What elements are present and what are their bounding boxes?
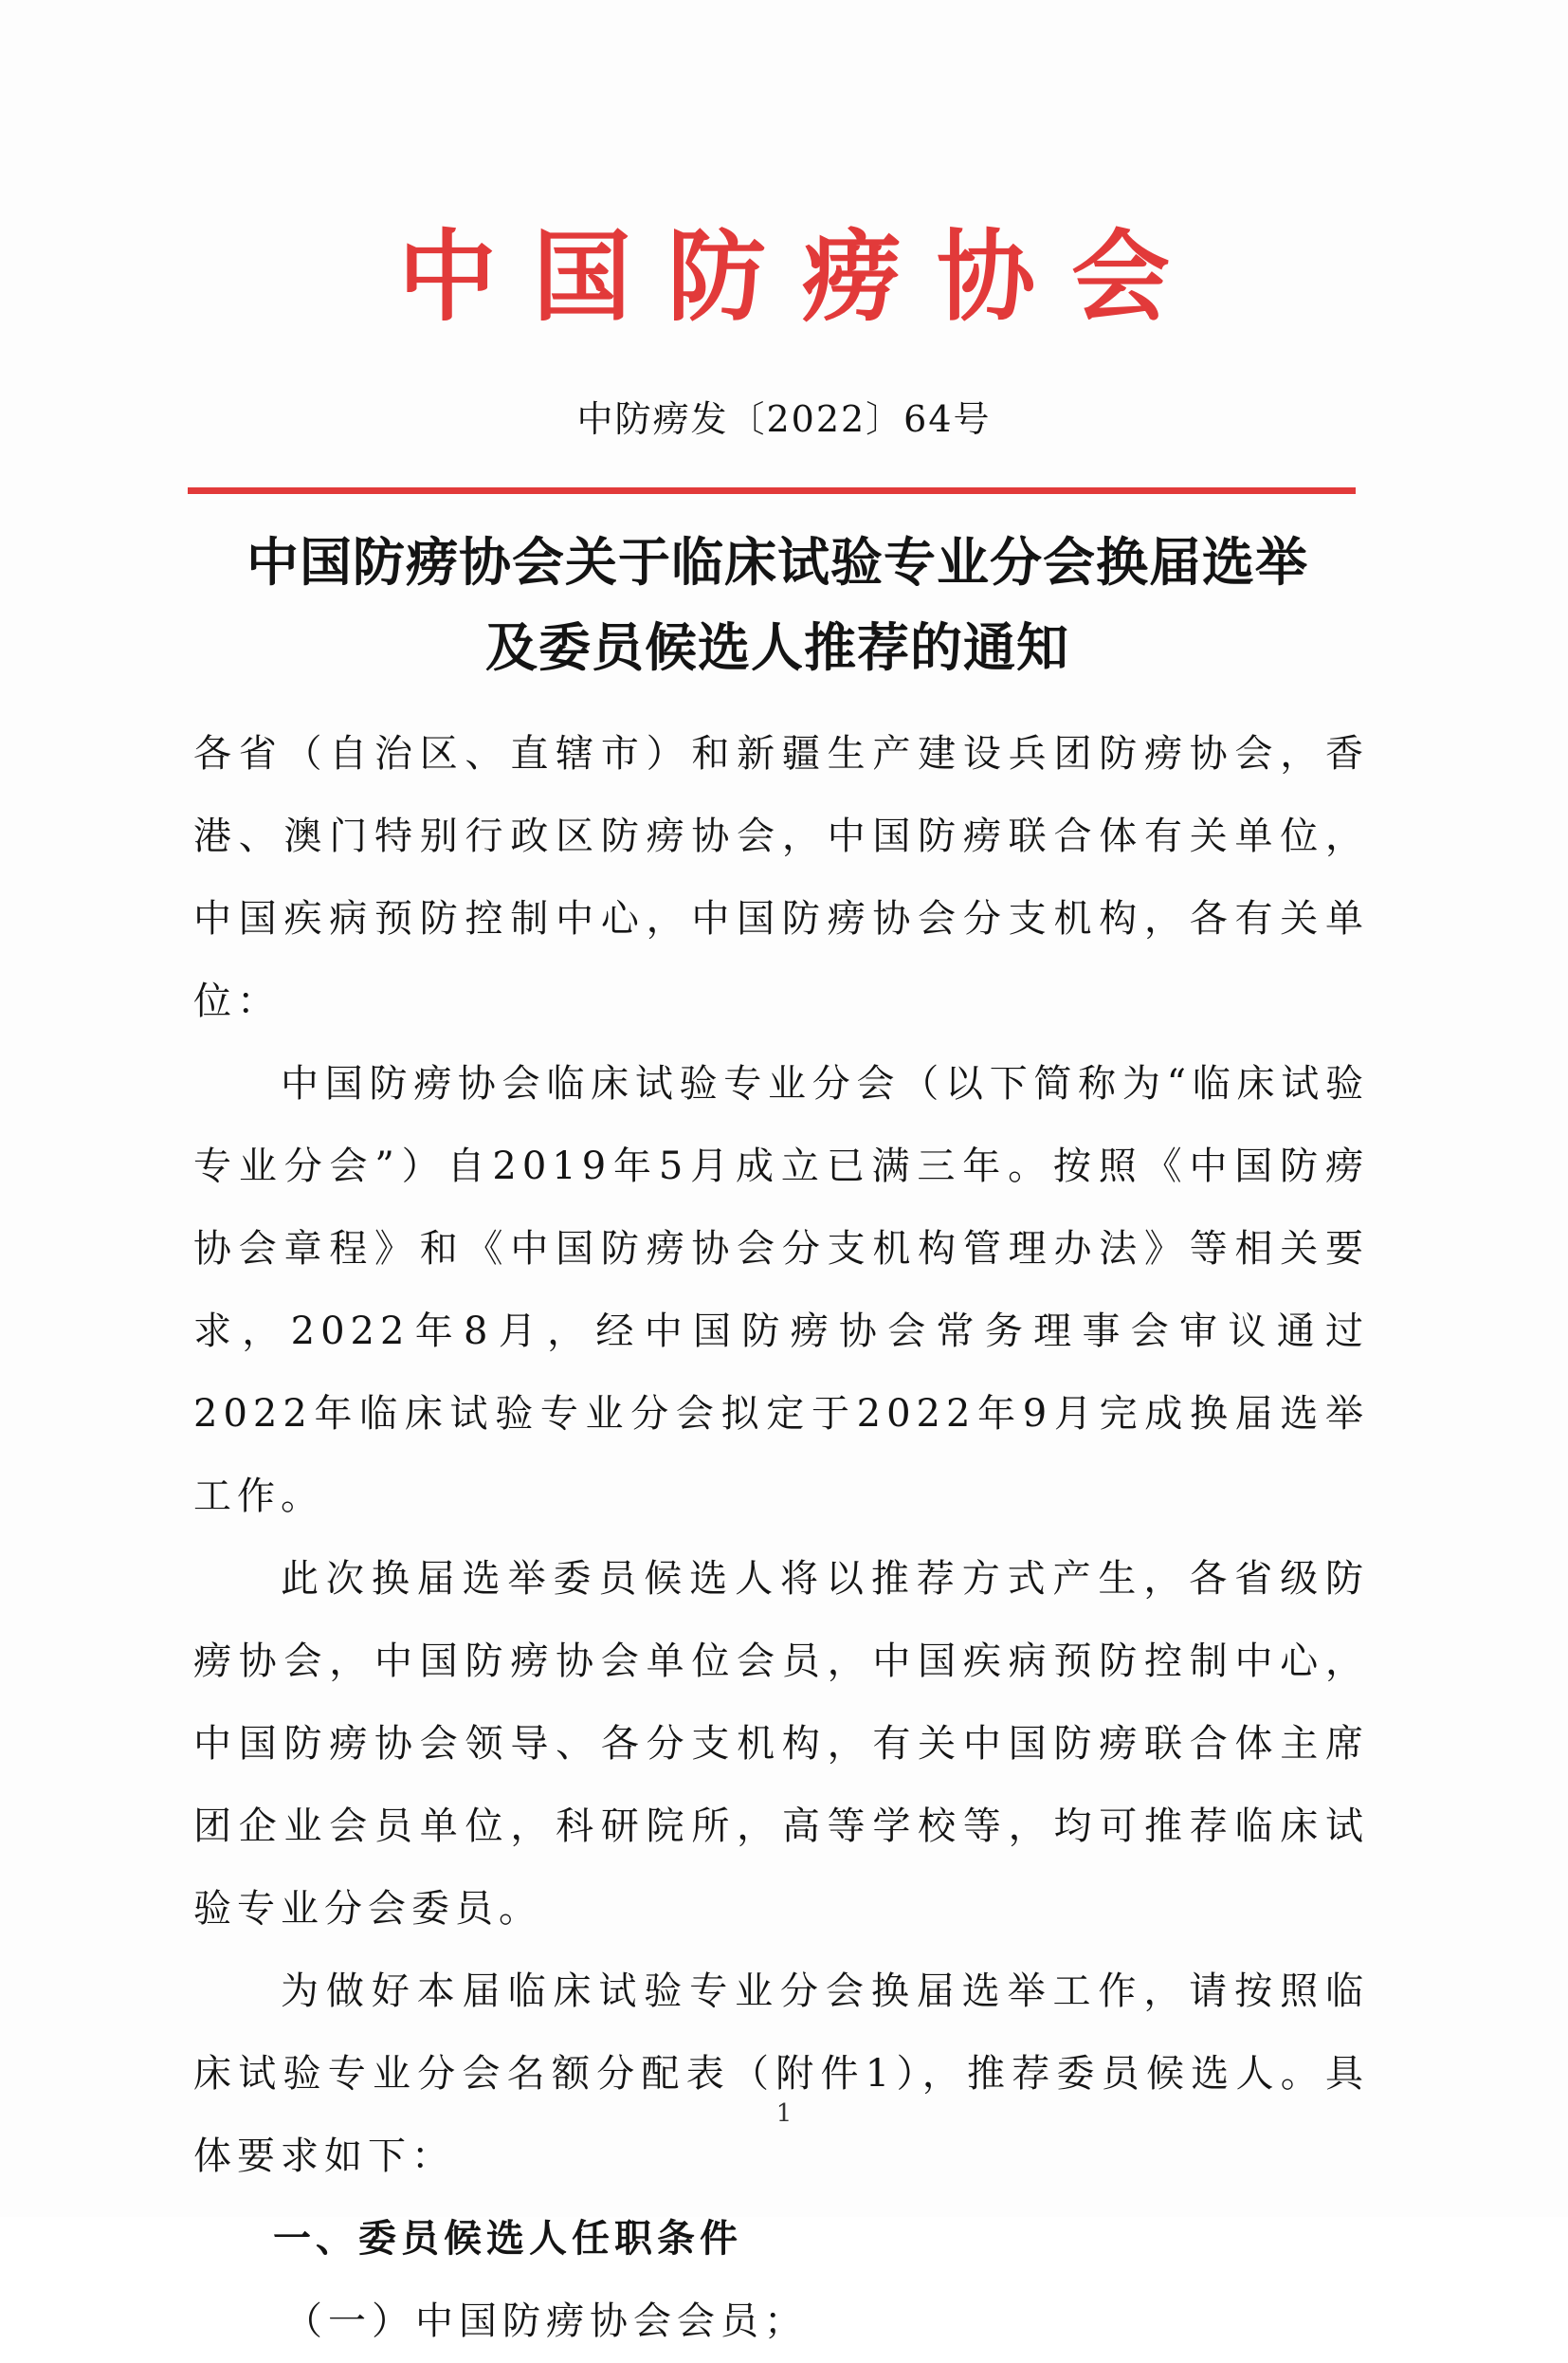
page-number: 1 xyxy=(775,2099,793,2128)
list-item: （一）中国防痨协会会员； xyxy=(284,2299,808,2343)
title-line-1: 中国防痨协会关于临床试验专业分会换届选举 xyxy=(246,532,1308,593)
paragraph-1: 中国防痨协会临床试验专业分会（以下简称为“临床试验专业分会”）自2019年5月成立已满三年。按照《中国防痨协会章程》和《中国防痨协会分支机构管理办法》等相关要求，2022年8月，经中国防痨协会常务理事会审议通过2022年临床试验专业分会拟定于2022年9月完成换届选举工作。 xyxy=(193,1062,1369,1518)
paragraph-3: 为做好本届临床试验专业分会换届选举工作，请按照临床试验专业分会名额分配表（附件1），推荐委员候选人。具体要求如下： xyxy=(193,1969,1369,2178)
red-divider-line xyxy=(188,487,1356,494)
title-line-2: 及委员候选人推荐的通知 xyxy=(484,617,1069,678)
document-number: 中防痨发〔2022〕64号 xyxy=(576,398,992,440)
document-title xyxy=(142,520,1413,690)
section-heading: 一、委员候选人任职条件 xyxy=(273,2217,742,2261)
salutation: 各省（自治区、直辖市）和新疆生产建设兵团防痨协会，香港、澳门特别行政区防痨协会，中国防痨联合体有关单位，中国疾病预防控制中心，中国防痨协会分支机构，各有关单位： xyxy=(193,732,1369,1023)
paragraph-2: 此次换届选举委员候选人将以推荐方式产生，各省级防痨协会，中国防痨协会单位会员，中国疾病预防控制中心，中国防痨协会领导、各分支机构，有关中国防痨联合体主席团企业会员单位，科研院所，高等学校等，均可推荐临床试验专业分会委员。 xyxy=(193,1557,1369,1931)
organization-header: 中国防痨协会 xyxy=(397,219,1206,335)
